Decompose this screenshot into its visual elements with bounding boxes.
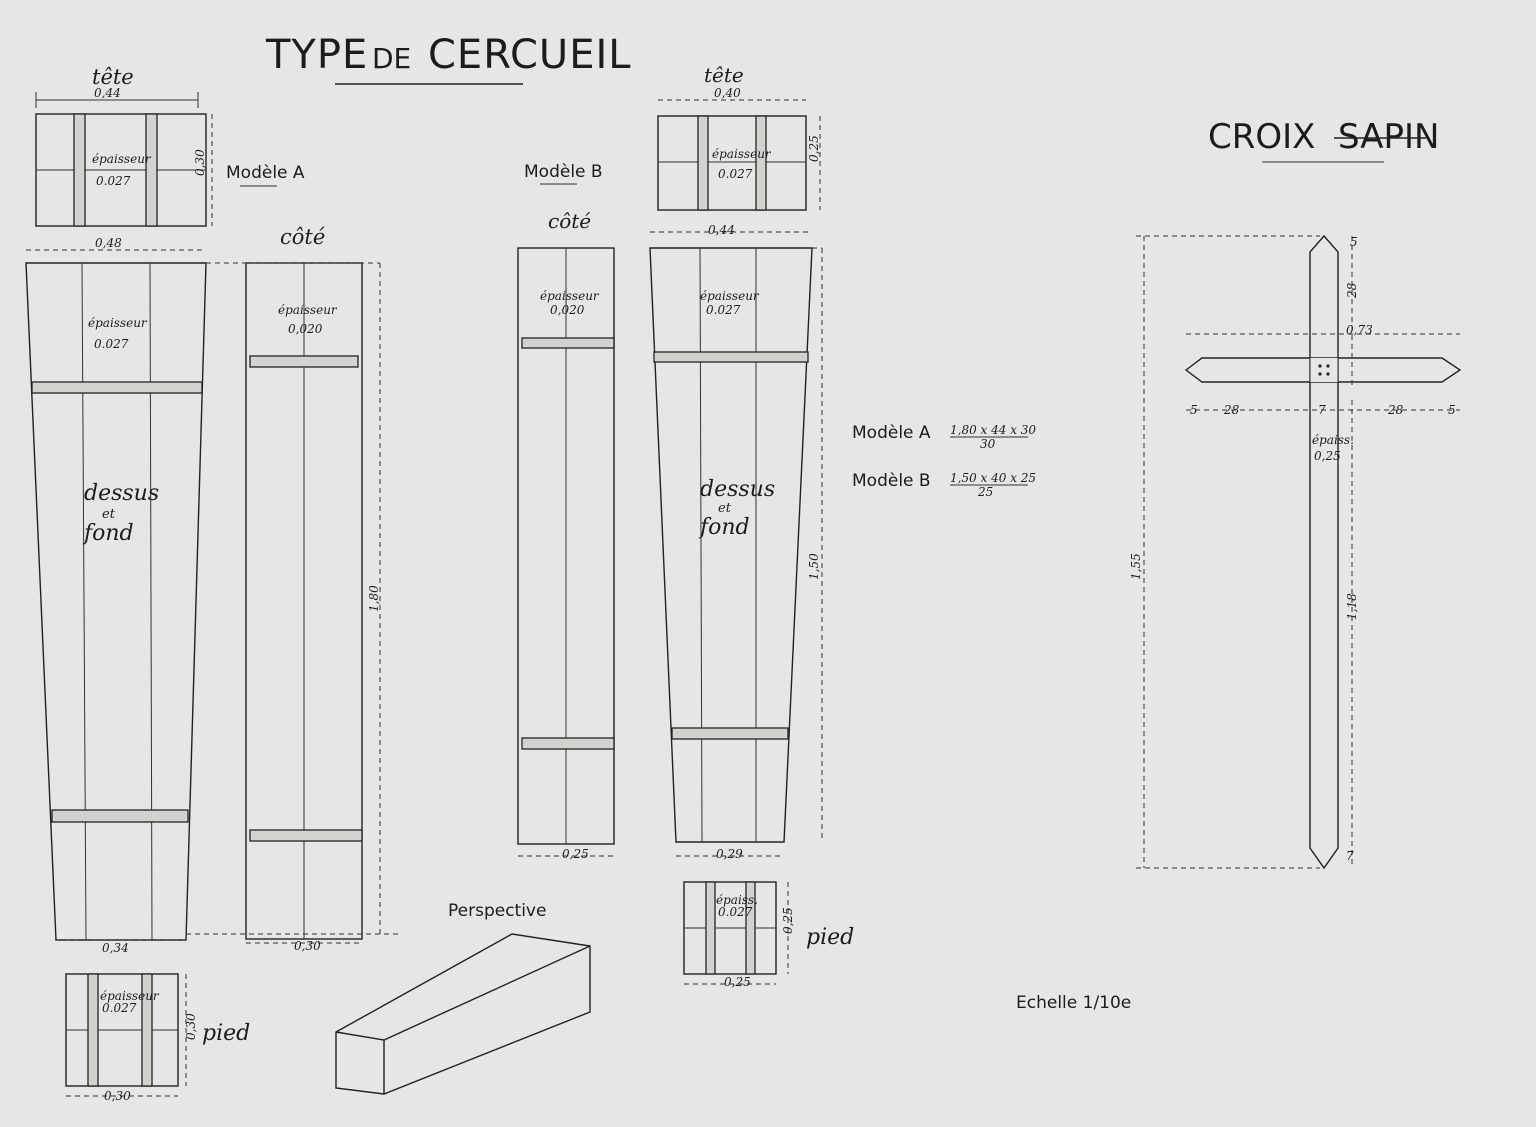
model-b-cote-caption: côté bbox=[548, 209, 592, 233]
model-b-pied-panel bbox=[684, 882, 854, 989]
model-b-pied-height: 0,25 bbox=[781, 907, 795, 934]
model-b-pied-caption: pied bbox=[806, 925, 855, 950]
title-type: TYPE bbox=[266, 32, 369, 78]
croix-title: CROIX bbox=[1208, 117, 1316, 157]
cross-bottom-tip: 7 bbox=[1346, 849, 1354, 863]
cross-drawing bbox=[1129, 235, 1460, 868]
model-b-dessus-top-width: 0,44 bbox=[708, 223, 735, 237]
model-b-dessus-word-dessus: dessus bbox=[700, 477, 776, 502]
title-de: DE bbox=[372, 42, 412, 75]
model-a-cote-epaisseur-value: 0,020 bbox=[288, 322, 323, 336]
model-b-dessus-panel bbox=[650, 223, 822, 861]
model-b-tete-epaisseur-value: 0.027 bbox=[718, 167, 753, 181]
model-a-tete-width: 0,44 bbox=[94, 86, 121, 100]
model-a-pied-width: 0,30 bbox=[104, 1089, 131, 1103]
model-b-label: Modèle B bbox=[524, 162, 603, 182]
model-a-dessus-top-width: 0,48 bbox=[95, 236, 122, 250]
model-b-pied-epaisseur: épaiss. bbox=[716, 893, 758, 907]
model-b-cote-epaisseur-value: 0,020 bbox=[550, 303, 585, 317]
cross-left-arm: 28 bbox=[1224, 403, 1240, 417]
model-b-dessus-bottom-width: 0,29 bbox=[716, 847, 743, 861]
model-b-tete-height: 0,25 bbox=[807, 135, 821, 162]
model-b-cote-epaisseur: épaisseur bbox=[540, 289, 599, 303]
cross-center: 7 bbox=[1318, 403, 1326, 417]
cross-total-height: 1,55 bbox=[1129, 553, 1143, 580]
scale-note: Echelle 1/10e bbox=[1016, 993, 1132, 1013]
model-b-dessus-epaisseur-value: 0.027 bbox=[706, 303, 741, 317]
model-a-tete-epaisseur: épaisseur bbox=[92, 152, 151, 166]
cross-top-tip: 5 bbox=[1350, 235, 1358, 249]
model-b-pied-epaisseur-value: 0.027 bbox=[718, 905, 753, 919]
model-b-cote-panel bbox=[518, 209, 614, 861]
cross-right-arm: 28 bbox=[1388, 403, 1404, 417]
summary-b-label: Modèle B bbox=[852, 471, 931, 491]
model-a-dessus-word-et: et bbox=[102, 507, 115, 522]
model-a-tete-epaisseur-value: 0.027 bbox=[96, 174, 131, 188]
model-a-pied-epaisseur-value: 0.027 bbox=[102, 1001, 137, 1015]
model-b-tete-caption: tête bbox=[704, 63, 744, 87]
drawing-title bbox=[265, 32, 632, 84]
model-a-dessus-bottom-width: 0,34 bbox=[102, 941, 129, 955]
summary-b-denominator: 25 bbox=[978, 485, 994, 499]
model-a-dessus-panel bbox=[26, 236, 206, 955]
model-a-cote-length: 1,80 bbox=[367, 585, 381, 612]
model-a-cote-caption: côté bbox=[280, 225, 326, 249]
model-a-tete-caption: tête bbox=[92, 65, 134, 89]
model-b-tete-width: 0,40 bbox=[714, 86, 741, 100]
model-b-tete-panel bbox=[658, 63, 821, 210]
model-a-cote-epaisseur: épaisseur bbox=[278, 303, 337, 317]
model-b-dessus-word-et: et bbox=[718, 501, 731, 516]
summary-a-label: Modèle A bbox=[852, 423, 931, 443]
model-b-pied-width: 0,25 bbox=[724, 975, 751, 989]
model-a-dessus-epaisseur: épaisseur bbox=[88, 316, 147, 330]
model-a-tete-height: 0,30 bbox=[193, 149, 207, 176]
cross-top-segment: 28 bbox=[1345, 282, 1359, 298]
perspective-view bbox=[336, 901, 590, 1094]
title-cercueil: CERCUEIL bbox=[428, 32, 632, 78]
model-a-pied-height: 0,30 bbox=[184, 1013, 198, 1040]
model-b-tete-epaisseur: épaisseur bbox=[712, 147, 771, 161]
perspective-label: Perspective bbox=[448, 901, 547, 921]
croix-heading bbox=[1208, 117, 1439, 162]
model-b-dessus-epaisseur: épaisseur bbox=[700, 289, 759, 303]
model-a-pied-panel bbox=[66, 974, 250, 1103]
croix-struck-word: SAPIN bbox=[1338, 117, 1440, 157]
model-a-dessus-epaisseur-value: 0.027 bbox=[94, 337, 129, 351]
cross-right-tip: 5 bbox=[1448, 403, 1456, 417]
dimensions-summary bbox=[852, 423, 1036, 499]
model-b-dessus-length: 1,50 bbox=[807, 553, 821, 580]
model-a-dessus-word-dessus: dessus bbox=[84, 481, 160, 506]
model-b-dessus-word-fond: fond bbox=[700, 515, 750, 540]
cross-shaft-length: 1,18 bbox=[1345, 593, 1359, 620]
model-a-dessus-word-fond: fond bbox=[84, 521, 134, 546]
model-a-cote-bottom-width: 0,30 bbox=[294, 939, 321, 953]
model-a-pied-caption: pied bbox=[202, 1021, 251, 1046]
summary-a-denominator: 30 bbox=[980, 437, 996, 451]
model-a-cote-panel bbox=[186, 225, 400, 953]
summary-a-dims: 1,80 x 44 x 30 bbox=[950, 423, 1037, 437]
model-b-cote-bottom-width: 0,25 bbox=[562, 847, 589, 861]
model-a-pied-epaisseur: épaisseur bbox=[100, 989, 159, 1003]
cross-epaisseur-value: 0,25 bbox=[1314, 449, 1341, 463]
cross-epaisseur: épaiss. bbox=[1312, 433, 1354, 447]
summary-b-dims: 1,50 x 40 x 25 bbox=[950, 471, 1037, 485]
model-a-label: Modèle A bbox=[226, 163, 305, 183]
model-a-tete-panel bbox=[36, 65, 212, 226]
cross-arm-width: 0,73 bbox=[1346, 323, 1373, 337]
cross-left-tip: 5 bbox=[1190, 403, 1198, 417]
